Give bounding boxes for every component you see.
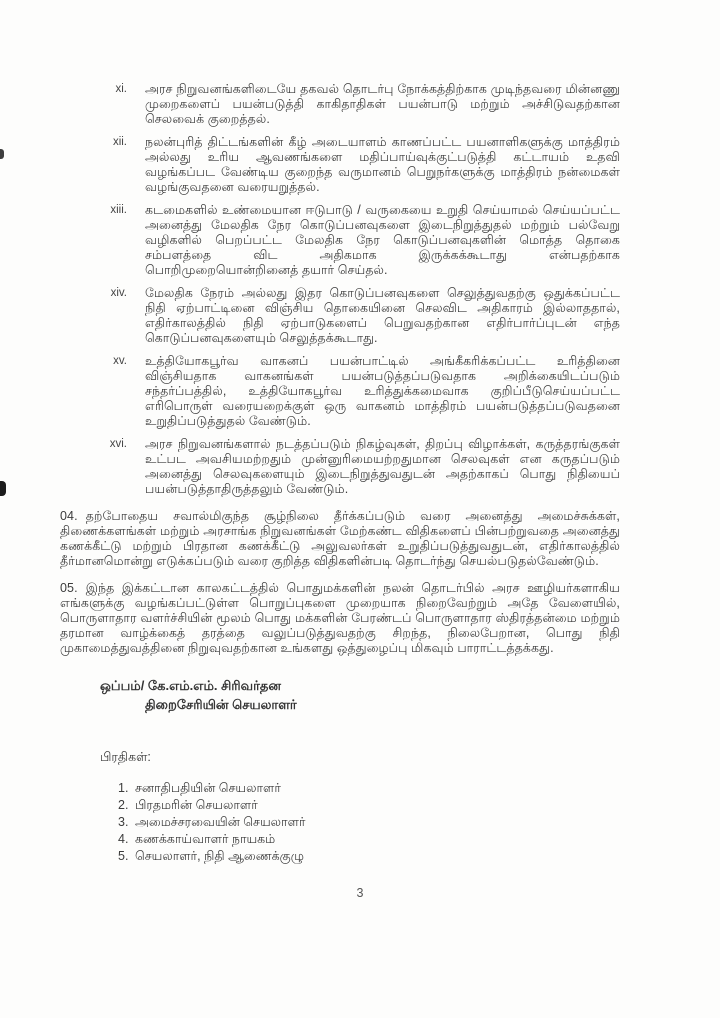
copy-item-number: 4. xyxy=(118,832,129,846)
list-item-number: xi. xyxy=(115,83,127,95)
list-item-xv xyxy=(0,354,720,429)
list-item-xi xyxy=(0,82,720,127)
page-number: 3 xyxy=(356,886,364,900)
signature-signed-line: ஒப்பம்/ கே.எம்.எம். சிரிவர்தன xyxy=(100,678,281,693)
copy-item-text: பிரதமரின் செயலாளர் xyxy=(135,798,258,812)
signature-title-line: திறைசேரியின் செயலாளர் xyxy=(145,697,297,712)
copies-heading: பிரதிகள்: xyxy=(100,750,151,764)
list-item-xiii xyxy=(0,203,720,278)
copy-item-1 xyxy=(118,780,720,797)
list-item-text: உத்தியோகபூர்வ வாகனப் பயன்பாட்டில் அங்கீகரிக்கப்பட்ட உரித்தினை விஞ்சியதாக வாகனங்கள் பயன்படுத்தப்படுவதாக அறிக்கையிடப்படும் சந்தர்ப்பத்தில், உத்தியோகபூர்வ உரித்துக்கமைவாக குறிப்பீடுசெய்யப்பட்ட எரிபொருள் வரையறைக்குள் ஒரு வாகனம் மாத்திரம் பயன்படுத்தப்படுவதனை உறுதிப்படுத்துதல் வேண்டும். xyxy=(145,354,620,428)
list-item-number: xv. xyxy=(113,355,127,367)
scan-artifact-lower xyxy=(0,481,6,496)
list-item-number: xiv. xyxy=(110,287,127,299)
paragraph-text: இந்த இக்கட்டான காலகட்டத்தில் பொதுமக்களின் நலன் தொடர்பில் அரச ஊழியர்களாகிய எங்களுக்கு வழங்கப்பட்டுள்ள பொறுப்புகளை முறையாக நிறைவேற்றும் அதே வேளையில், பொருளாதார வளர்ச்சியின் மூலம் பொது மக்களின் பேரண்டப் பொருளாதார ஸ்திரத்தன்மை மற்றும் தரமான வாழ்க்கைத் தரத்தை வலுப்படுத்துவதற்கு சிறந்த, நிலைபேறான, பொது நிதி முகாமைத்துவத்தினை நிறுவுவதற்கான உங்களது ஒத்துழைப்பு மிகவும் பாராட்டத்தக்கது. xyxy=(60,581,620,655)
copy-item-4 xyxy=(118,831,720,848)
list-item-number: xiii. xyxy=(110,204,127,216)
copy-item-text: செயலாளர், நிதி ஆணைக்குழு xyxy=(135,849,305,863)
paragraph-number: 04. xyxy=(60,509,78,523)
paragraph-04 xyxy=(60,509,620,569)
copy-item-text: அமைச்சரவையின் செயலாளர் xyxy=(135,815,306,829)
list-item-text: நலன்புரித் திட்டங்களின் கீழ் அடையாளம் காணப்பட்ட பயனாளிகளுக்கு மாத்திரம் அல்லது உரிய ஆவணங்களை மதிப்பாய்வுக்குட்படுத்தி கட்டாயம் உதவி வழங்கப்பட வேண்டிய குறைந்த வருமானம் பெறுநர்களுக்கு மாத்திரம் நன்மைகள் வழங்குவதனை வரையறுத்தல். xyxy=(145,135,620,194)
roman-numbered-list xyxy=(0,82,720,497)
copy-item-text: கணக்காய்வாளர் நாயகம் xyxy=(135,832,276,846)
paragraph-05 xyxy=(60,581,620,656)
copy-item-number: 2. xyxy=(118,798,129,812)
list-item-text: கடமைகளில் உண்மையான ஈடுபாடு / வருகையை உறுதி செய்யாமல் செய்யப்பட்ட அனைத்து மேலதிக நேர கொடுப்பனவுகளை இடைநிறுத்துதல் மற்றும் பல்வேறு வழிகளில் பெறப்பட்ட மேலதிக நேர கொடுப்பனவுகளின் மொத்த தொகை சம்பளத்தை விட அதிகமாக இருக்கக்கூடாது என்பதற்காக பொறிமுறையொன்றினைத் தயார் செய்தல். xyxy=(145,203,620,277)
list-item-text: அரச நிறுவனங்களிடையே தகவல் தொடர்பு நோக்கத்திற்காக முடிந்தவரை மின்னணு முறைகளைப் பயன்படுத்தி காகிதாதிகள் பயன்பாடு மற்றும் அச்சிடுவதற்கான செலவைக் குறைத்தல். xyxy=(145,82,620,126)
list-item-xvi xyxy=(0,437,720,497)
signature-block xyxy=(100,676,720,714)
list-item-text: மேலதிக நேரம் அல்லது இதர கொடுப்பனவுகளை செலுத்துவதற்கு ஒதுக்கப்பட்ட நிதி ஏற்பாட்டினை விஞ்சிய தொகையினை செலவிட அதிகாரம் இல்லாததால், எதிர்காலத்தில் நிதி ஏற்பாடுகளைப் பெறுவதற்கான எதிர்பார்ப்புடன் எந்த கொடுப்பனவுகளையும் செலுத்தக்கூடாது. xyxy=(145,286,620,345)
list-item-xiv xyxy=(0,286,720,346)
copies-list xyxy=(118,780,720,865)
list-item-number: xii. xyxy=(112,136,127,148)
copy-item-number: 1. xyxy=(118,781,129,795)
copy-item-2 xyxy=(118,797,720,814)
copy-item-number: 5. xyxy=(118,849,129,863)
copy-item-text: சனாதிபதியின் செயலாளர் xyxy=(135,781,281,795)
copy-item-5 xyxy=(118,848,720,865)
list-item-number: xvi. xyxy=(109,438,127,450)
paragraph-number: 05. xyxy=(60,581,78,595)
copy-item-number: 3. xyxy=(118,815,129,829)
list-item-xii xyxy=(0,135,720,195)
paragraph-text: தற்போதைய சவால்மிகுந்த சூழ்நிலை தீர்க்கப்படும் வரை அனைத்து அமைச்சுக்கள், திணைக்களங்கள் மற்றும் அரசாங்க நிறுவனங்கள் மேற்கண்ட விதிகளைப் பின்பற்றுவதை அனைத்து கணக்கீட்டு மற்றும் பிரதான கணக்கீட்டு அலுவலர்கள் உறுதிப்படுத்துவதுடன், எதிர்காலத்தில் தீர்மானமொன்று எடுக்கப்படும் வரை குறித்த விதிகளின்படி தொடர்ந்து செயல்படுதல்வேண்டும். xyxy=(60,509,620,568)
scan-artifact-upper xyxy=(0,149,4,159)
copy-item-3 xyxy=(118,814,720,831)
list-item-text: அரச நிறுவனங்களால் நடத்தப்படும் நிகழ்வுகள், திறப்பு விழாக்கள், கருத்தரங்குகள் உட்பட அவசியமற்றதும் முன்னுரிமையற்றதுமான செலவுகள் என கருதப்படும் அனைத்து செலவுகளையும் இடைநிறுத்துவதுடன் அதற்காகப் பொது நிதியைப் பயன்படுத்தாதிருத்தலும் வேண்டும். xyxy=(145,437,620,496)
